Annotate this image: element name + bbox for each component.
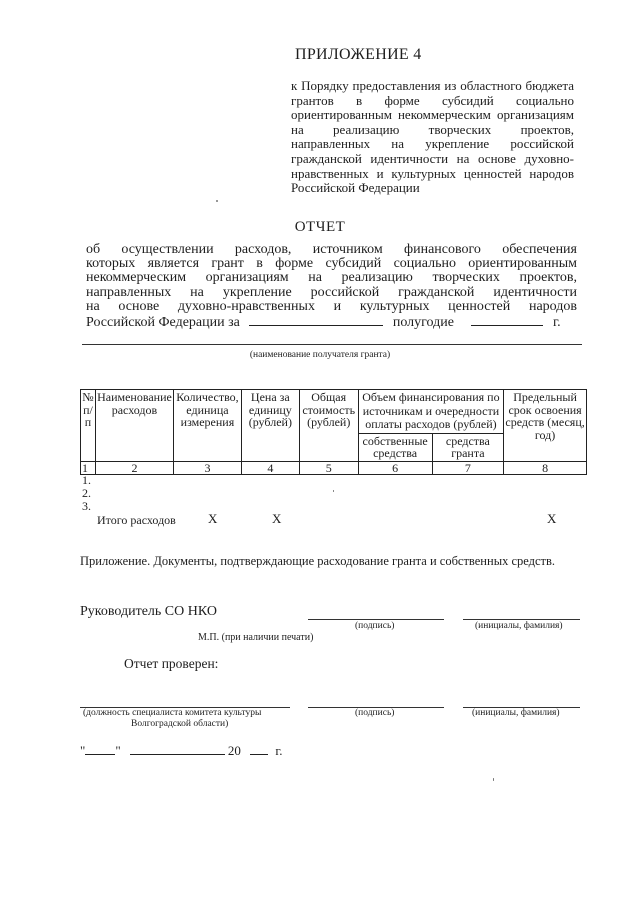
subtitle-period-prefix: Российской Федерации за [86,315,240,331]
column-number: 6 [358,461,432,474]
initials-caption: (инициалы, фамилия) [472,708,560,718]
scan-speck [493,778,494,781]
position-caption: (должность специалиста комитета культуры [83,708,262,718]
column-number: 2 [95,461,173,474]
appendix-title: ПРИЛОЖЕНИЕ 4 [295,46,422,63]
column-number: 8 [504,461,587,474]
subtitle-line: направленных на укрепление российской гражданской идентичности [86,284,577,300]
initials-caption: (инициалы, фамилия) [475,621,563,631]
date-quote-open: " [80,743,86,758]
subtitle-line: об осуществлении расходов, источником финансового обеспечения [86,242,577,257]
expenses-table [80,389,587,475]
appendix-text: к Порядку предоставления из областного бюджета грантов в форме субсидий социально ориентированным некоммерческим организациям на реализацию творческих проектов, направленных на укрепление российской гражданской идентичности на основе духовно-нравственных и культурных ценностей народов Российской Федерации [291,78,574,196]
subtitle-line: на основе духовно-нравственных и культурных ценностей народов [86,298,577,314]
list-item: 1. [82,473,91,487]
report-title: ОТЧЕТ [294,219,346,235]
header-qty: Количество, единица измерения [173,390,241,462]
stamp-caption: М.П. (при наличии печати) [198,632,314,643]
list-item: 2. [82,486,91,500]
header-deadline: Предельный срок освоения средств (месяц, год) [504,390,587,462]
scan-speck [333,490,334,492]
column-number: 5 [299,461,358,474]
date-line [80,742,283,759]
recipient-line [82,344,582,345]
year-blank [250,742,268,755]
day-blank [85,742,115,755]
year-suffix: г. [275,743,283,758]
column-number: 7 [432,461,504,474]
signature-caption: (подпись) [355,708,395,718]
header-financing: Объем финансирования по источникам и очередности оплаты расходов (рублей) [358,390,504,434]
subtitle-line: которых является грант в форме субсидий социально ориентированным [86,256,577,272]
total-label: Итого расходов [97,513,176,527]
date-quote-close: " [115,743,121,758]
year-blank [471,314,543,326]
column-number: 1 [81,461,96,474]
row-list [82,474,91,513]
header-name: Наименование расходов [95,390,173,462]
total-x-mark: X [272,511,282,526]
subtitle-line: некоммерческим организациям на реализацию творческих проектов, [86,270,577,286]
signature-line [308,619,444,620]
subtitle-year-suffix: г. [552,315,561,331]
header-grant-funds: средства гранта [432,433,504,461]
year-prefix: 20 [227,743,241,758]
position-caption-2: Волгоградской области) [131,719,229,729]
subtitle-last-line [86,314,577,330]
head-label: Руководитель СО НКО [80,604,217,619]
column-number: 4 [241,461,299,474]
half-year-blank [249,314,383,326]
signature-caption: (подпись) [355,621,395,631]
header-total: Общая стоимость (рублей) [299,390,358,462]
month-blank [130,742,225,755]
initials-line [463,619,580,620]
header-price: Цена за единицу (рублей) [241,390,299,462]
header-own-funds: собственные средства [358,433,432,461]
scan-speck [216,200,218,202]
total-x-mark: X [208,511,218,526]
recipient-caption: (наименование получателя гранта) [249,350,391,360]
column-number: 3 [173,461,241,474]
list-item: 3. [82,499,91,513]
checked-label: Отчет проверен: [124,656,219,671]
header-num: № п/п [81,390,96,462]
subtitle-half-year-label: полугодие [392,315,454,331]
total-x-mark: X [547,511,557,526]
attachment-note: Приложение. Документы, подтверждающие расходование гранта и собственных средств. [80,554,556,568]
report-subtitle [86,243,577,330]
